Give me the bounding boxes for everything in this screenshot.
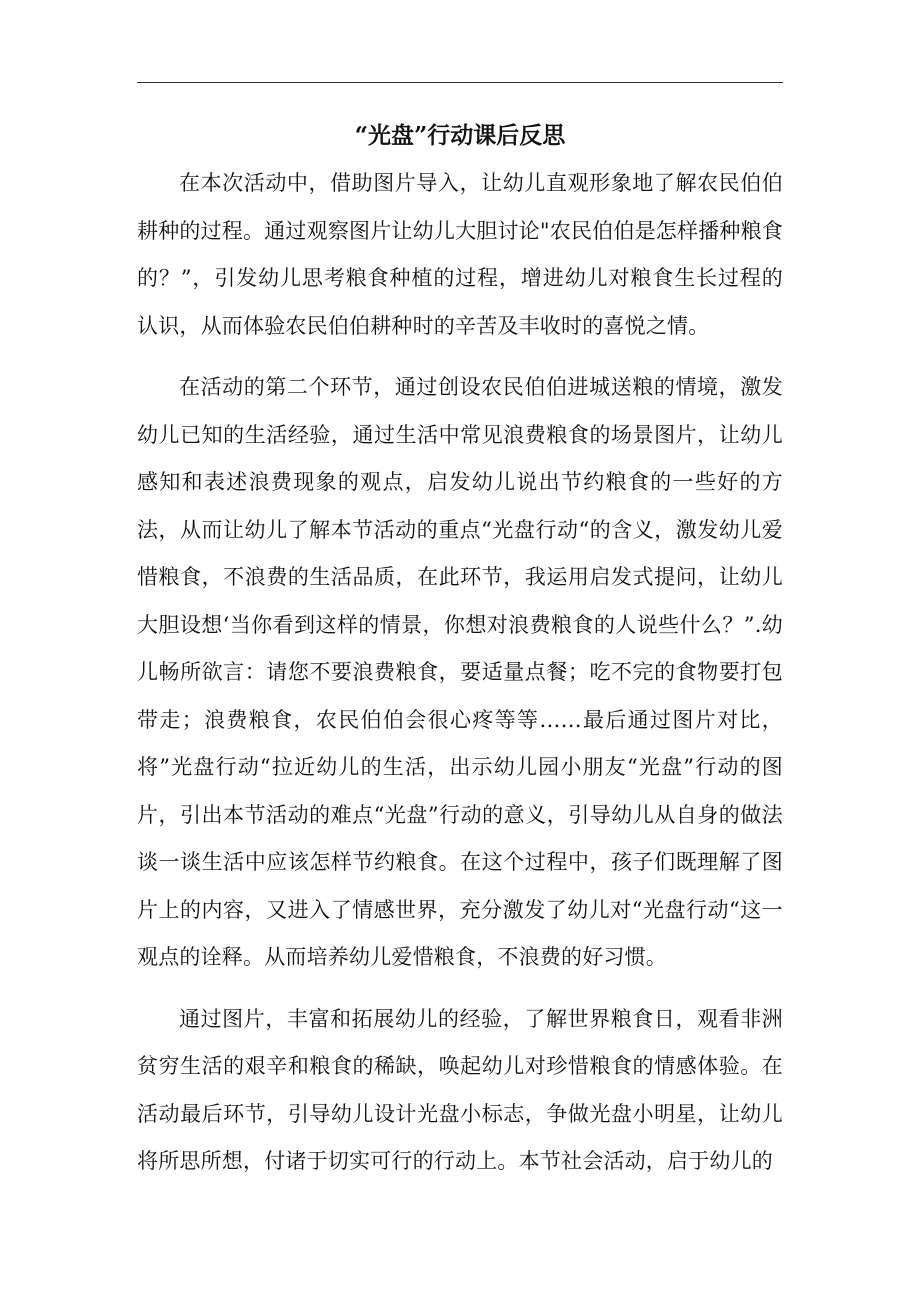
header-rule [137, 82, 783, 83]
paragraph-1: 在本次活动中，借助图片导入，让幼儿直观形象地了解农民伯伯耕种的过程。通过观察图片让幼儿大胆讨论"农民伯伯是怎样播种粮食的？”，引发幼儿思考粮食种植的过程，增进幼儿对粮食生长过程的认识，从而体验农民伯伯耕种时的辛苦及丰收时的喜悦之情。 [137, 171, 783, 338]
paragraph-2: 在活动的第二个环节，通过创设农民伯伯进城送粮的情境，激发幼儿已知的生活经验，通过生活中常见浪费粮食的场景图片，让幼儿感知和表述浪费现象的观点，启发幼儿说出节约粮食的一些好的方法，从而让幼儿了解本节活动的重点“光盘行动“的含义，激发幼儿爱惜粮食，不浪费的生活品质，在此环节，我运用启发式提问，让幼儿大胆设想‘当你看到这样的情景，你想对浪费粮食的人说些什么？”.幼儿畅所欲言：请您不要浪费粮食，要适量点餐；吃不完的食物要打包带走；浪费粮食，农民伯伯会很心疼等等……最后通过图片对比，将”光盘行动“拉近幼儿的生活，出示幼儿园小朋友“光盘”行动的图片，引出本节活动的难点“光盘”行动的意义，引导幼儿从自身的做法谈一谈生活中应该怎样节约粮食。在这个过程中，孩子们既理解了图片上的内容，又进入了情感世界，充分激发了幼儿对“光盘行动“这一观点的诠释。从而培养幼儿爱惜粮食，不浪费的好习惯。 [137, 375, 783, 969]
paragraph-3: 通过图片，丰富和拓展幼儿的经验，了解世界粮食日，观看非洲贫穷生活的艰辛和粮食的稀缺，唤起幼儿对珍惜粮食的情感体验。在活动最后环节，引导幼儿设计光盘小标志，争做光盘小明星，让幼儿将所思所想，付诸于切实可行的行动上。本节社会活动，启于幼儿的 [137, 1006, 783, 1173]
document-body [137, 160, 783, 1200]
document-title: “光盘”行动课后反思 [354, 122, 566, 149]
